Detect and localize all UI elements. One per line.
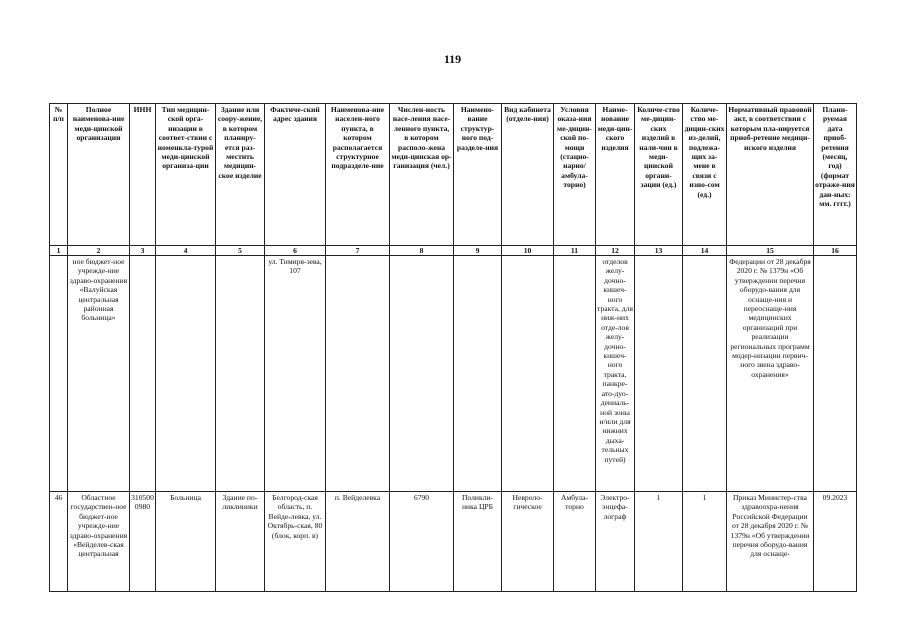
- replacement-cell: [683, 256, 727, 492]
- header-cell: Числен-ность насе-ления насе-ленного пункта, в котором располо-жена меди-цинская ор-ганизация (чел.): [390, 104, 454, 246]
- legal-act-cell: Приказ Министер-ства здравоохра-нения Российской Федерации от 28 декабря 2020 г. № 1379н «Об утверждении перечня оборудо-вания для оснаще-: [727, 492, 814, 592]
- column-number: 12: [596, 246, 635, 256]
- column-number: 9: [454, 246, 502, 256]
- row-number-cell: 46: [50, 492, 68, 592]
- column-number: 15: [727, 246, 814, 256]
- column-number-row: [50, 246, 857, 256]
- purchase-date-cell: [814, 256, 857, 492]
- column-number: 5: [216, 246, 265, 256]
- header-cell: Условия оказа-ния ме-дицин-ской по-мощи (стацио-нарно/ амбула-торно): [554, 104, 596, 246]
- column-number: 16: [814, 246, 857, 256]
- cabinet-cell: Невроло-гическое: [502, 492, 554, 592]
- table-row: [50, 492, 857, 592]
- building-cell: [216, 256, 265, 492]
- equipment-table: [49, 103, 857, 592]
- column-number: 3: [130, 246, 156, 256]
- inn-cell: 310500 0980: [130, 492, 156, 592]
- header-cell: ИНН: [130, 104, 156, 246]
- org-type-cell: Больница: [156, 492, 216, 592]
- quantity-cell: [635, 256, 683, 492]
- header-cell: Наименова-ние населен-ного пункта, в котором располагается структурное подразделе-ние: [326, 104, 390, 246]
- organization-cell: ное бюджет-ное учрежде-ние здраво-охранения «Валуйская центральная районная больница»: [68, 256, 130, 492]
- address-cell: Белгород-ская область, п. Вейде-левка, ул. Октябрь-ская, 80 (блок, корп. в): [265, 492, 326, 592]
- header-cell: Наиме-нование меди-цин-ского изделия: [596, 104, 635, 246]
- conditions-cell: [554, 256, 596, 492]
- header-cell: Количе-ство ме-дицин-ских изделий в нали-чии в меди-цинской органи-зации (ед.): [635, 104, 683, 246]
- column-number: 2: [68, 246, 130, 256]
- org-type-cell: [156, 256, 216, 492]
- column-number: 7: [326, 246, 390, 256]
- device-cell: отделов желу-дочно-кишеч-ного тракта, для ниж-них отде-лов желу-дочно-кишеч-ного тракта, панкре-ато-дуо-дениаль-ной зоны и/или для нижних дыха-тельных путей): [596, 256, 635, 492]
- legal-act-cell: Федерации от 28 декабря 2020 г. № 1379н «Об утверждении перечня оборудо-вания для оснаще-ния и переоснаще-ния медицинских организаций при реализации региональных программ модер-низации первич-ного звена здраво-охранения»: [727, 256, 814, 492]
- column-number: 13: [635, 246, 683, 256]
- row-number-cell: [50, 256, 68, 492]
- quantity-cell: 1: [635, 492, 683, 592]
- header-cell: Вид кабинета (отделе-ния): [502, 104, 554, 246]
- header-cell: Количе-ство ме-дицин-ских из-делий, подлежа-щих за-мене в связи с изно-сом (ед.): [683, 104, 727, 246]
- settlement-cell: [326, 256, 390, 492]
- header-row: [50, 104, 857, 246]
- header-cell: Полное наименова-ние меди-цинской организации: [68, 104, 130, 246]
- column-number: 14: [683, 246, 727, 256]
- purchase-date-cell: 09.2023: [814, 492, 857, 592]
- settlement-cell: п. Вейделевка: [326, 492, 390, 592]
- division-cell: [454, 256, 502, 492]
- column-number: 4: [156, 246, 216, 256]
- population-cell: 6790: [390, 492, 454, 592]
- cabinet-cell: [502, 256, 554, 492]
- header-cell: Нормативный правовой акт, в соответствии с которым пла-нируется приоб-ретение медици-нского изделия: [727, 104, 814, 246]
- inn-cell: [130, 256, 156, 492]
- header-cell: № п/п: [50, 104, 68, 246]
- page-number: 119: [443, 52, 462, 66]
- column-number: 10: [502, 246, 554, 256]
- device-cell: Электро-энцефа-лограф: [596, 492, 635, 592]
- header-cell: Фактиче-ский адрес здания: [265, 104, 326, 246]
- population-cell: [390, 256, 454, 492]
- address-cell: ул. Тимиря-зева, 107: [265, 256, 326, 492]
- header-cell: Здание или соору-жение, в котором планиру-ется раз-местить медицин-ское изделие: [216, 104, 265, 246]
- header-cell: Тип медицин-ской орга-низации в соответ-ствии с номенкла-турой меди-цинской организа-ции: [156, 104, 216, 246]
- conditions-cell: Амбула-торно: [554, 492, 596, 592]
- column-number: 8: [390, 246, 454, 256]
- replacement-cell: 1: [683, 492, 727, 592]
- header-cell: Плани-руемая дата приоб-ретения (месяц, год) (формат отраже-ния дан-ных: мм. гггг.): [814, 104, 857, 246]
- column-number: 11: [554, 246, 596, 256]
- header-cell: Наимено-вание структур-ного под-разделе-ния: [454, 104, 502, 246]
- column-number: 1: [50, 246, 68, 256]
- organization-cell: Областное государствен-ное бюджет-ное учрежде-ние здраво-охранения «Вейделев-ская центральная: [68, 492, 130, 592]
- column-number: 6: [265, 246, 326, 256]
- building-cell: Здание по-ликлиники: [216, 492, 265, 592]
- division-cell: Поликли-ника ЦРБ: [454, 492, 502, 592]
- table-row: [50, 256, 857, 492]
